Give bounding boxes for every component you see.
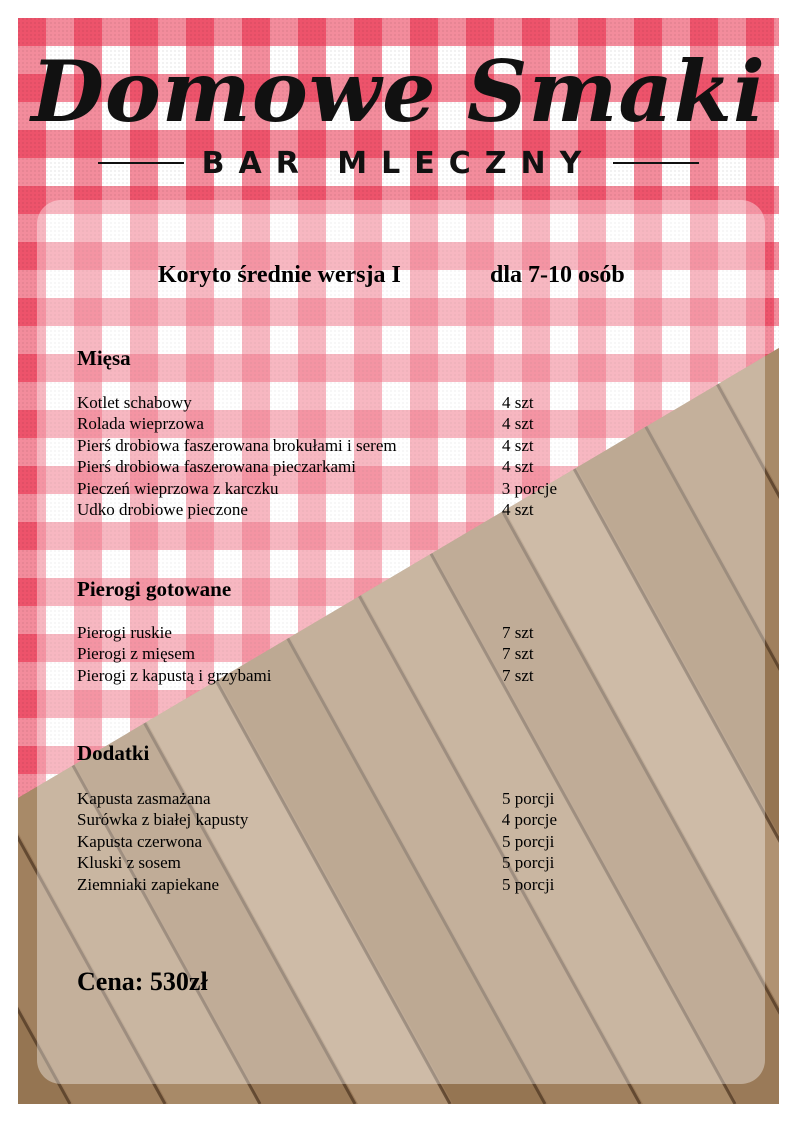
item-qty: 5 porcji bbox=[502, 831, 555, 851]
divider-right bbox=[613, 162, 699, 164]
item-name: Pieczeń wieprzowa z karczku bbox=[77, 478, 279, 498]
item-name: Pierś drobiowa faszerowana brokułami i serem bbox=[77, 435, 397, 455]
item-qty: 4 szt bbox=[502, 414, 534, 434]
divider-left bbox=[98, 162, 184, 164]
menu-item bbox=[77, 478, 557, 499]
item-name: Pierogi z kapustą i grzybami bbox=[77, 665, 272, 685]
item-name: Pierogi z mięsem bbox=[77, 644, 196, 664]
offer-title: Koryto średnie wersja I bbox=[158, 262, 401, 288]
item-name: Kapusta zasmażana bbox=[77, 789, 211, 808]
menu-item bbox=[77, 456, 557, 477]
item-name: Rolada wieprzowa bbox=[77, 414, 204, 434]
menu-item bbox=[77, 788, 557, 809]
item-qty: 4 szt bbox=[502, 393, 534, 412]
item-qty: 3 porcje bbox=[501, 478, 557, 498]
items-pierogi bbox=[77, 622, 557, 686]
item-qty: 4 szt bbox=[502, 457, 534, 477]
item-qty: 7 szt bbox=[502, 644, 534, 664]
item-name: Kluski z sosem bbox=[77, 853, 181, 873]
items-miesa bbox=[77, 392, 557, 520]
offer-people: dla 7-10 osób bbox=[490, 262, 625, 288]
menu-item bbox=[77, 413, 557, 434]
item-qty: 4 porcje bbox=[501, 810, 557, 830]
item-qty: 4 szt bbox=[502, 435, 534, 455]
menu-item bbox=[77, 435, 557, 456]
item-qty: 5 porcji bbox=[502, 853, 555, 873]
item-qty: 7 szt bbox=[502, 623, 534, 642]
item-name: Pierogi ruskie bbox=[77, 623, 172, 642]
item-name: Surówka z białej kapusty bbox=[77, 810, 249, 830]
menu-item bbox=[77, 809, 557, 830]
brand-subtitle: BAR MLECZNY bbox=[201, 145, 596, 181]
menu-item bbox=[77, 874, 557, 895]
item-name: Kapusta czerwona bbox=[77, 831, 203, 851]
item-qty: 5 porcji bbox=[502, 874, 555, 894]
menu-item bbox=[77, 622, 557, 643]
item-name: Kotlet schabowy bbox=[77, 393, 192, 412]
menu-item bbox=[77, 665, 557, 686]
item-name: Udko drobiowe pieczone bbox=[77, 499, 248, 519]
item-name: Pierś drobiowa faszerowana pieczarkami bbox=[77, 457, 356, 477]
menu-item bbox=[77, 392, 557, 413]
section-title-pierogi: Pierogi gotowane bbox=[77, 577, 232, 601]
section-title-miesa: Mięsa bbox=[77, 346, 131, 370]
price: Cena: 530zł bbox=[77, 967, 208, 996]
menu-item bbox=[77, 831, 557, 852]
item-qty: 5 porcji bbox=[502, 789, 555, 808]
item-qty: 7 szt bbox=[502, 665, 534, 685]
menu-item bbox=[77, 852, 557, 873]
section-title-dodatki: Dodatki bbox=[77, 741, 150, 765]
brand-title: Domowe Smaki bbox=[31, 42, 766, 141]
item-qty: 4 szt bbox=[502, 499, 534, 519]
brand-header bbox=[18, 18, 779, 198]
menu-item bbox=[77, 643, 557, 664]
item-name: Ziemniaki zapiekane bbox=[77, 874, 220, 894]
menu-item bbox=[77, 499, 557, 520]
items-dodatki bbox=[77, 788, 557, 895]
brand-subtitle-row bbox=[98, 143, 699, 183]
